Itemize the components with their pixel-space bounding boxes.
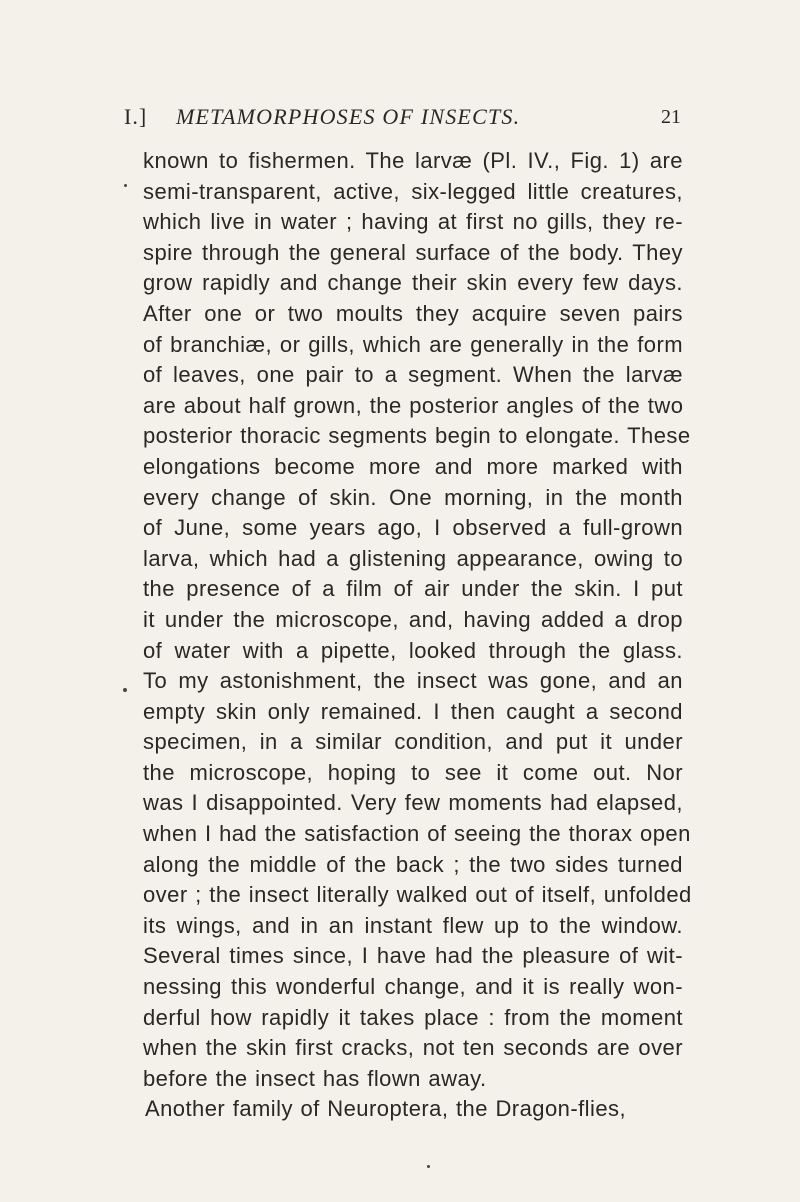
text-line: are about half grown, the posterior angles of the two — [143, 392, 684, 418]
text-line: it under the microscope, and, having added a drop — [143, 606, 683, 632]
text-line: After one or two moults they acquire seven pairs — [143, 300, 683, 326]
running-title: METAMORPHOSES OF INSECTS. — [176, 104, 521, 129]
text-line: known to fishermen. The larvæ (Pl. IV., Fig. 1) are — [143, 148, 683, 173]
ink-spot — [427, 1165, 430, 1168]
text-line: over ; the insect literally walked out of itself, unfolded — [143, 882, 692, 908]
text-line: of June, some years ago, I observed a full-grown — [143, 515, 683, 541]
text-line: empty skin only remained. I then caught a second — [143, 698, 683, 724]
text-line: elongations become more and more marked with — [143, 453, 683, 479]
text-line: the microscope, hoping to see it come out. Nor — [143, 759, 683, 785]
text-line: larva, which had a glistening appearance, owing to — [143, 545, 683, 571]
text-line: every change of skin. One morning, in the month — [143, 484, 683, 510]
text-line: its wings, and in an instant flew up to the window. — [143, 912, 683, 938]
text-line: along the middle of the back ; the two sides turned — [143, 851, 683, 877]
text-line: posterior thoracic segments begin to elongate. These — [143, 423, 691, 449]
text-line: which live in water ; having at first no gills, they re- — [143, 209, 683, 235]
text-line: grow rapidly and change their skin every few days. — [143, 270, 683, 296]
text-line: when I had the satisfaction of seeing the thorax open — [143, 821, 691, 847]
text-line: was I disappointed. Very few moments had elapsed, — [143, 790, 683, 816]
text-line: Several times since, I have had the pleasure of wit- — [143, 943, 683, 969]
text-line: specimen, in a similar condition, and put it under — [143, 729, 683, 755]
text-line: semi-transparent, active, six-legged little creatures, — [143, 178, 683, 204]
body-text — [143, 146, 692, 1125]
text-line: Another family of Neuroptera, the Dragon-flies, — [145, 1096, 627, 1122]
text-line: when the skin first cracks, not ten seconds are over — [143, 1035, 683, 1061]
text-line: of branchiæ, or gills, which are generally in the form — [143, 331, 683, 357]
text-line: the presence of a film of air under the skin. I put — [143, 576, 683, 602]
text-line: derful how rapidly it takes place : from the moment — [143, 1004, 683, 1030]
text-line: of water with a pipette, looked through the glass. — [143, 637, 683, 663]
ink-spot — [123, 688, 127, 692]
page-header — [124, 104, 681, 138]
page-number: 21 — [661, 106, 681, 128]
chapter-number: I.] — [124, 104, 148, 129]
text-line: nessing this wonderful change, and it is really won- — [143, 974, 683, 1000]
text-line: spire through the general surface of the body. They — [143, 239, 683, 265]
text-line: To my astonishment, the insect was gone, and an — [143, 668, 683, 694]
ink-spot — [124, 184, 127, 187]
text-line: before the insect has flown away. — [143, 1065, 487, 1091]
text-line: of leaves, one pair to a segment. When the larvæ — [143, 362, 683, 388]
